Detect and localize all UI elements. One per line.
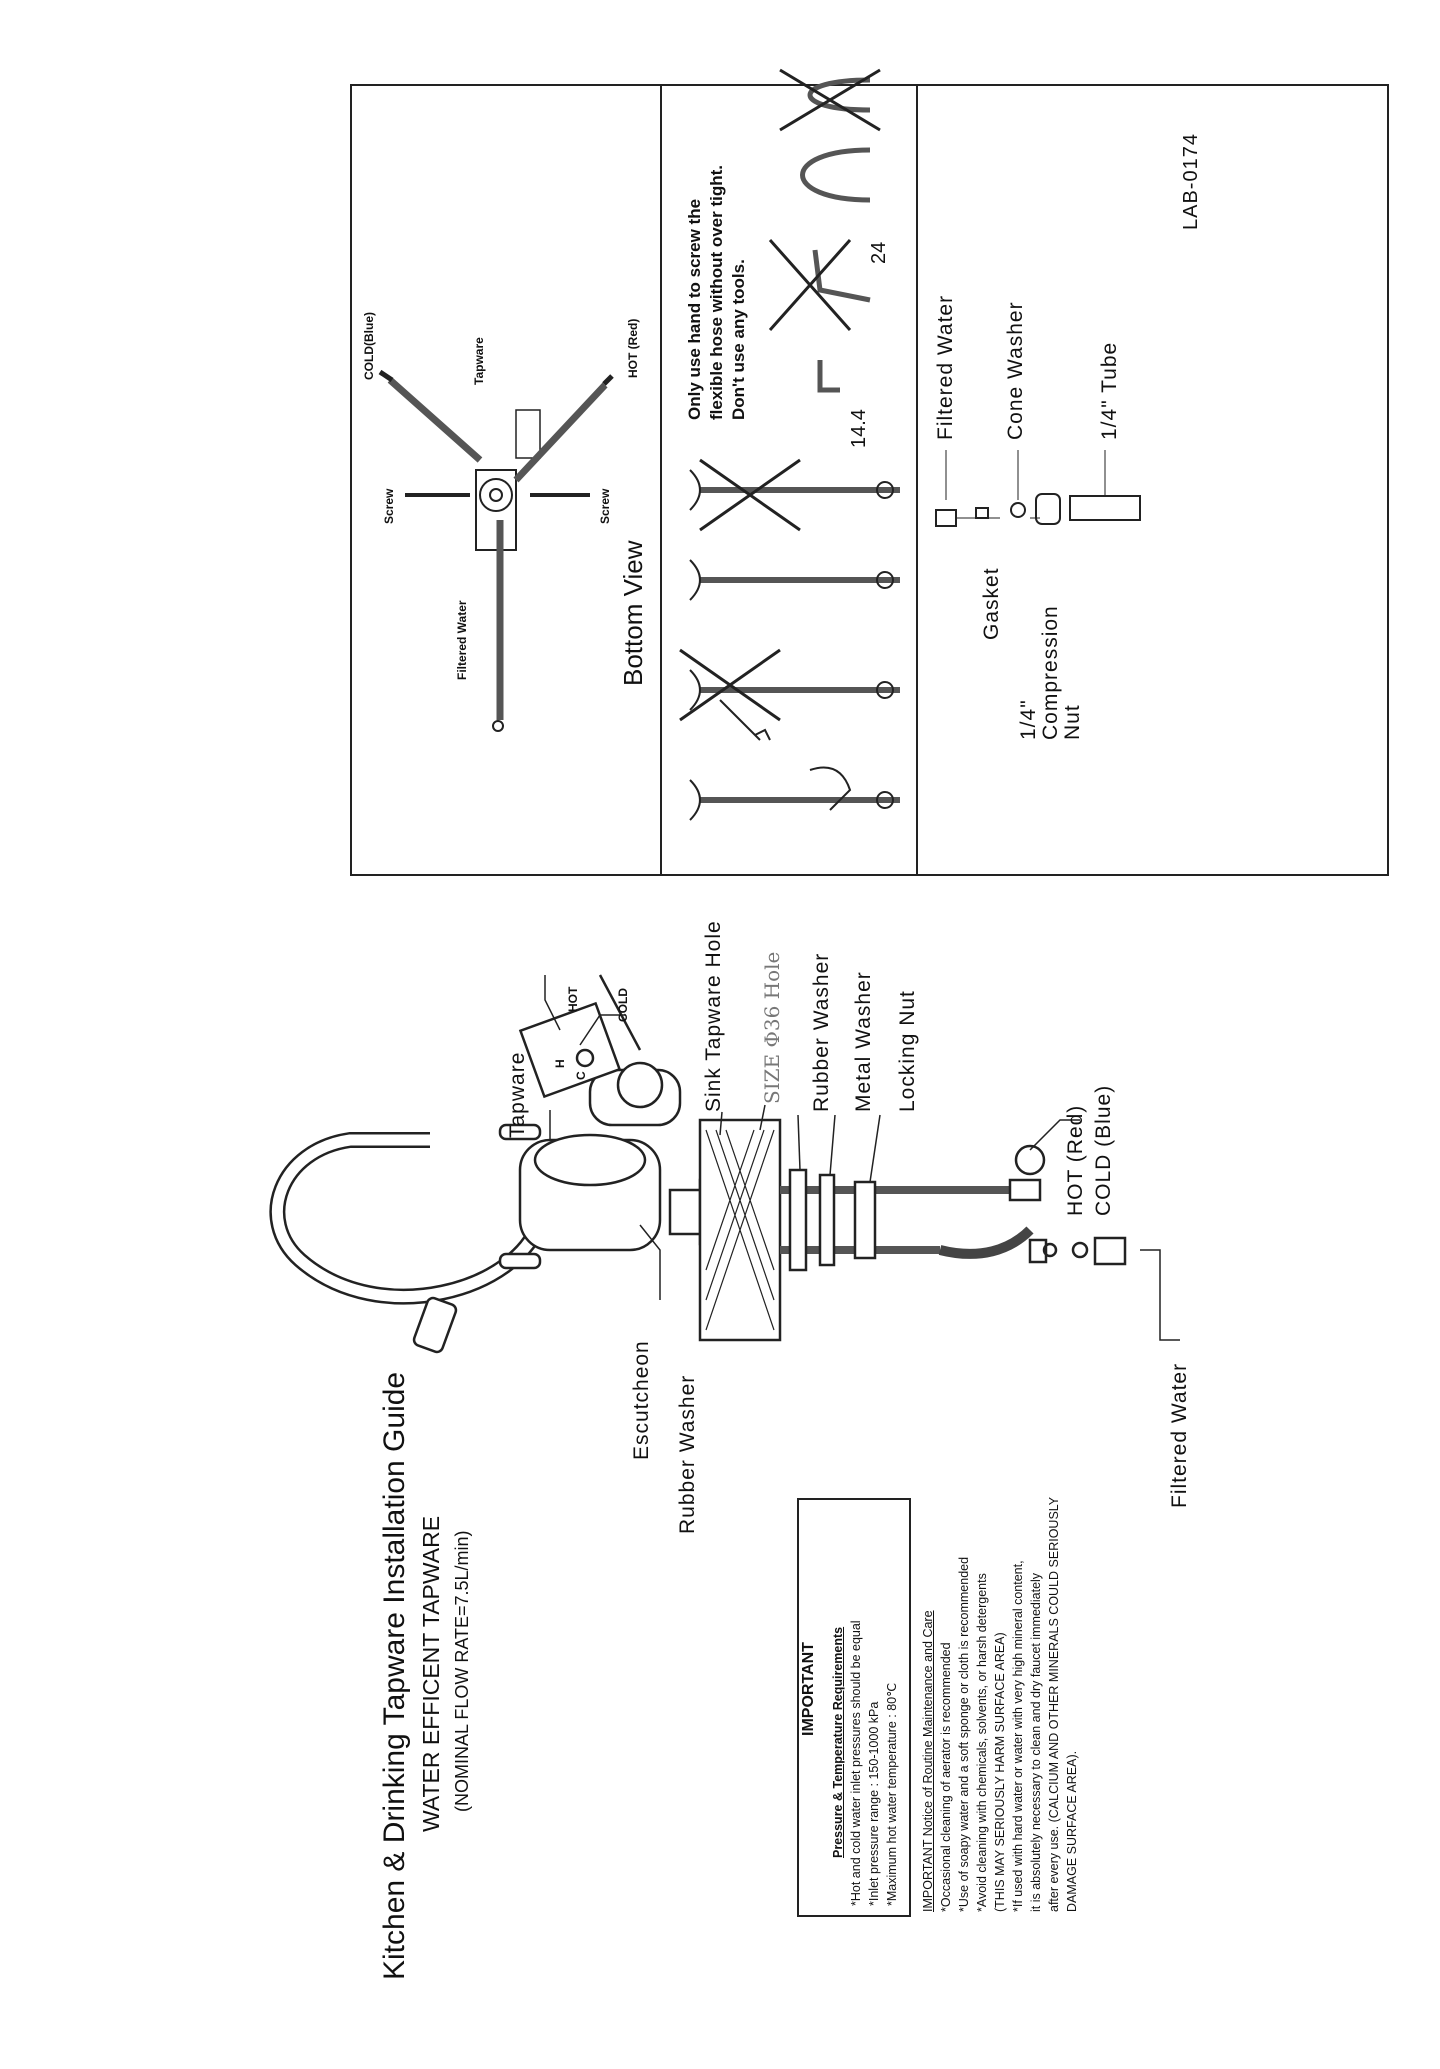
hose-dimension-1: 14.4 <box>848 409 870 448</box>
document-title: Kitchen & Drinking Tapware Installation Guide <box>378 1371 411 1980</box>
bv-label-hot-red: HOT (Red) <box>626 318 640 378</box>
document-code: LAB-0174 <box>1180 133 1202 230</box>
hose-note: Only use hand to screw the flexible hose without over tight. Don't use any tools. <box>685 164 748 420</box>
maintenance-line: *If used with hard water or water with very high mineral content, <box>1011 1560 1025 1912</box>
bottom-view-caption: Bottom View <box>618 540 648 686</box>
label-locking-nut: Locking Nut <box>896 990 919 1112</box>
maintenance-line: it is absolutely necessary to clean and dry faucet immediately <box>1029 1572 1043 1912</box>
pressure-line: *Hot and cold water inlet pressures should be equal <box>849 1620 863 1906</box>
label-h: H <box>553 1059 567 1068</box>
bv-label-cold-blue: COLD(Blue) <box>362 312 376 380</box>
bv-label-screw-right: Screw <box>598 488 612 524</box>
pressure-line: *Maximum hot water temperature : 80℃ <box>885 1682 899 1906</box>
maintenance-heading: IMPORTANT Notice of Routine Maintenance and Care <box>921 1610 935 1912</box>
label-hot-switch: HOT <box>566 986 580 1012</box>
label-cold-switch: COLD <box>616 988 630 1022</box>
label-escutcheon: Escutcheon <box>630 1340 653 1460</box>
flow-rate: (NOMINAL FLOW RATE=7.5L/min) <box>452 1530 472 1812</box>
fitting-label-tube: 1/4" Tube <box>1098 341 1121 440</box>
maintenance-line: DAMAGE SURFACE AREA). <box>1065 1750 1079 1912</box>
label-hot-red: HOT (Red) <box>1064 1104 1087 1216</box>
fitting-label-filtered-water: Filtered Water <box>934 294 957 440</box>
fitting-label-gasket: Gasket <box>980 567 1003 640</box>
label-cold-blue: COLD (Blue) <box>1092 1084 1115 1216</box>
label-rubber-washer-right: Rubber Washer <box>810 952 833 1112</box>
label-sink-tapware-hole: Sink Tapware Hole <box>702 920 725 1112</box>
maintenance-line: *Avoid cleaning with chemicals, solvents, or harsh detergents <box>975 1573 989 1912</box>
document-subtitle: WATER EFFICENT TAPWARE <box>418 1515 444 1832</box>
important-heading: IMPORTANT <box>800 1642 817 1736</box>
maintenance-line: *Occasional cleaning of aerator is recommended <box>939 1642 953 1912</box>
label-tapware: Tapware <box>506 1051 529 1138</box>
bv-label-screw-left: Screw <box>382 488 396 524</box>
label-rubber-washer-left: Rubber Washer <box>676 1374 699 1534</box>
pressure-line: *Inlet pressure range : 150-1000 kPa <box>867 1701 881 1906</box>
label-size-hole: SIZE Φ36 Hole <box>760 951 784 1104</box>
label-metal-washer: Metal Washer <box>852 971 875 1112</box>
label-filtered-water: Filtered Water <box>1168 1362 1191 1508</box>
maintenance-line: after every use. (CALCIUM AND OTHER MINERALS COULD SERIOUSLY <box>1047 1496 1061 1912</box>
hose-dimension-2: 24 <box>868 241 890 264</box>
bv-label-filtered-water: Filtered Water <box>455 600 469 680</box>
label-c: C <box>574 1071 588 1080</box>
fitting-label-compression-nut: 1/4" Compression Nut <box>1017 605 1084 740</box>
fitting-label-cone-washer: Cone Washer <box>1004 301 1027 440</box>
maintenance-line: (THIS MAY SERIOUSLY HARM SURFACE AREA) <box>993 1632 1007 1912</box>
maintenance-line: *Use of soapy water and a soft sponge or cloth is recommended <box>957 1556 971 1912</box>
pressure-heading: Pressure & Temperature Requirements <box>831 1626 845 1858</box>
bv-label-tapware: Tapware <box>472 337 486 385</box>
